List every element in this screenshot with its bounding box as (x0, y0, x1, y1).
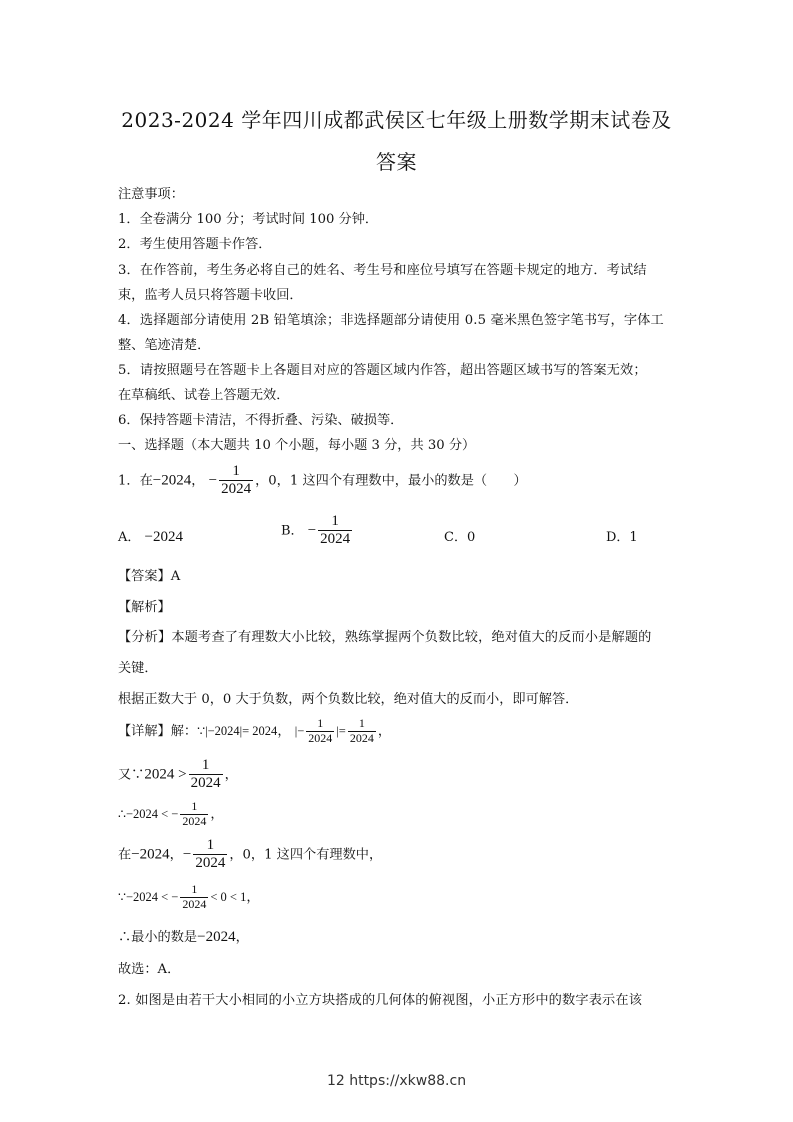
option-a-label: A． (118, 530, 141, 545)
detail-prefix: ∴最小的数是 (118, 930, 198, 945)
page-title-continued: 答案 (376, 150, 417, 174)
number: −2024 (131, 846, 170, 863)
option-b[interactable] (281, 513, 354, 549)
number: −2024 (197, 929, 236, 945)
option-b-neg: − (307, 522, 317, 539)
inequality-tail: < 0 < 1 (210, 889, 247, 904)
section-heading: 一、选择题（本大题共 10 个小题，每小题 3 分，共 30 分） (118, 438, 476, 453)
fraction-numerator: 1 (191, 799, 198, 813)
notice-heading: 注意事项： (118, 187, 184, 202)
comma: ， (169, 847, 183, 863)
fraction-numerator: 1 (191, 882, 198, 896)
option-b-fraction (318, 513, 352, 549)
detail-line-5 (118, 883, 260, 912)
analysis-tag: 【解析】 (118, 600, 171, 615)
detail-prefix: 【详解】解： (118, 723, 198, 739)
detail-line-1 (118, 717, 391, 746)
fraction-denominator: 2024 (320, 531, 351, 548)
q1-fraction (219, 463, 253, 499)
option-c[interactable]: C．0 (444, 530, 476, 545)
notice-item: 3．在作答前，考生务必将自己的姓名、考生号和座位号填写在答题卡规定的地方．考试结 (118, 263, 647, 278)
fraction-numerator: 1 (331, 513, 339, 529)
abs-open: |− (294, 723, 305, 738)
fraction-denominator: 2024 (182, 896, 207, 911)
notice-item: 6．保持答题卡清洁，不得折叠、污染、破损等． (118, 413, 404, 428)
comma: ， (377, 723, 392, 739)
because-symbol: ∵ (197, 723, 206, 738)
option-d[interactable]: D．1 (606, 530, 638, 545)
comma: ， (246, 889, 260, 905)
fraction-denominator: 2024 (195, 855, 226, 872)
because-symbol: ∵ (118, 889, 126, 904)
fraction-numerator: 1 (317, 716, 324, 730)
fraction (180, 800, 208, 829)
notice-item: 整、笔迹清楚． (118, 338, 211, 353)
fraction (348, 717, 376, 746)
abs-close: |= (336, 723, 346, 738)
notice-item: 1．全卷满分 100 分；考试时间 100 分钟． (118, 212, 379, 227)
detail-text: ，0，1 这四个有理数中， (229, 847, 383, 863)
inequality: −2024 < − (125, 889, 179, 904)
comma: ， (210, 806, 224, 822)
fraction-denominator: 2024 (182, 813, 207, 828)
q1-comma: ， (191, 473, 205, 489)
fraction-numerator: 1 (232, 463, 240, 479)
page-footer: 12 https://xkw88.cn (326, 1073, 467, 1089)
detail-prefix: 在 (118, 847, 132, 863)
comma: ， (277, 723, 291, 739)
fraction-denominator: 2024 (349, 730, 374, 745)
comma: ， (235, 930, 249, 945)
question-1 (118, 463, 527, 499)
detail-line-7: 故选：A． (118, 962, 181, 977)
inequality: −2024 < − (125, 806, 179, 821)
detail-line-3 (118, 800, 224, 829)
neg-sign: − (182, 846, 192, 863)
fraction-numerator: 1 (201, 757, 210, 773)
analysis-text: 关键． (118, 661, 158, 676)
fraction-numerator: 1 (206, 837, 215, 853)
detail-prefix: 又∵ (118, 767, 145, 783)
notice-item: 4．选择题部分请使用 2B 铅笔填涂；非选择题部分请使用 0.5 毫米黑色签字笔书写，字体工 (118, 313, 664, 328)
fraction-denominator: 2024 (221, 481, 252, 498)
detail-line-6 (118, 926, 249, 946)
option-a-value: −2024 (144, 529, 183, 545)
option-b-label: B． (281, 523, 304, 539)
inequality: 2024 > (144, 766, 187, 783)
analysis-text: 【分析】本题考查了有理数大小比较，熟练掌握两个负数比较，绝对值大的反而小是解题的 (118, 630, 652, 645)
q1-number: −2024 (152, 472, 192, 489)
fraction (306, 717, 334, 746)
q1-neg-sign: − (208, 472, 218, 489)
therefore-symbol: ∴ (118, 806, 126, 821)
fraction (193, 837, 227, 873)
analysis-text: 根据正数大于 0，0 大于负数，两个负数比较，绝对值大的反而小，即可解答． (118, 692, 579, 707)
page-title: 2023-2024 学年四川成都武侯区七年级上册数学期末试卷及 (121, 108, 672, 132)
fraction-denominator: 2024 (190, 775, 221, 792)
detail-line-2 (118, 757, 238, 793)
question-2: 2. 如图是由若干大小相同的小立方块搭成的几何体的俯视图，小正方形中的数字表示在该 (118, 993, 643, 1008)
q1-rest: ，0，1 这四个有理数中，最小的数是（ ） (255, 473, 527, 489)
abs-expression: |−2024|= 2024 (205, 723, 278, 738)
comma: ， (224, 767, 238, 783)
notice-item: 束，监考人员只将答题卡收回． (118, 288, 303, 303)
notice-item: 在草稿纸、试卷上答题无效． (118, 388, 290, 403)
fraction-numerator: 1 (358, 716, 365, 730)
fraction-denominator: 2024 (308, 730, 333, 745)
notice-item: 2．考生使用答题卡作答． (118, 237, 272, 252)
answer-line: 【答案】A (118, 569, 181, 584)
option-a[interactable] (118, 526, 183, 546)
notice-item: 5．请按照题号在答题卡上各题目对应的答题区域内作答，超出答题区域书写的答案无效； (118, 363, 647, 378)
q1-prefix: 1．在 (118, 473, 153, 489)
fraction (189, 757, 223, 793)
fraction (180, 883, 208, 912)
detail-line-4 (118, 837, 382, 873)
